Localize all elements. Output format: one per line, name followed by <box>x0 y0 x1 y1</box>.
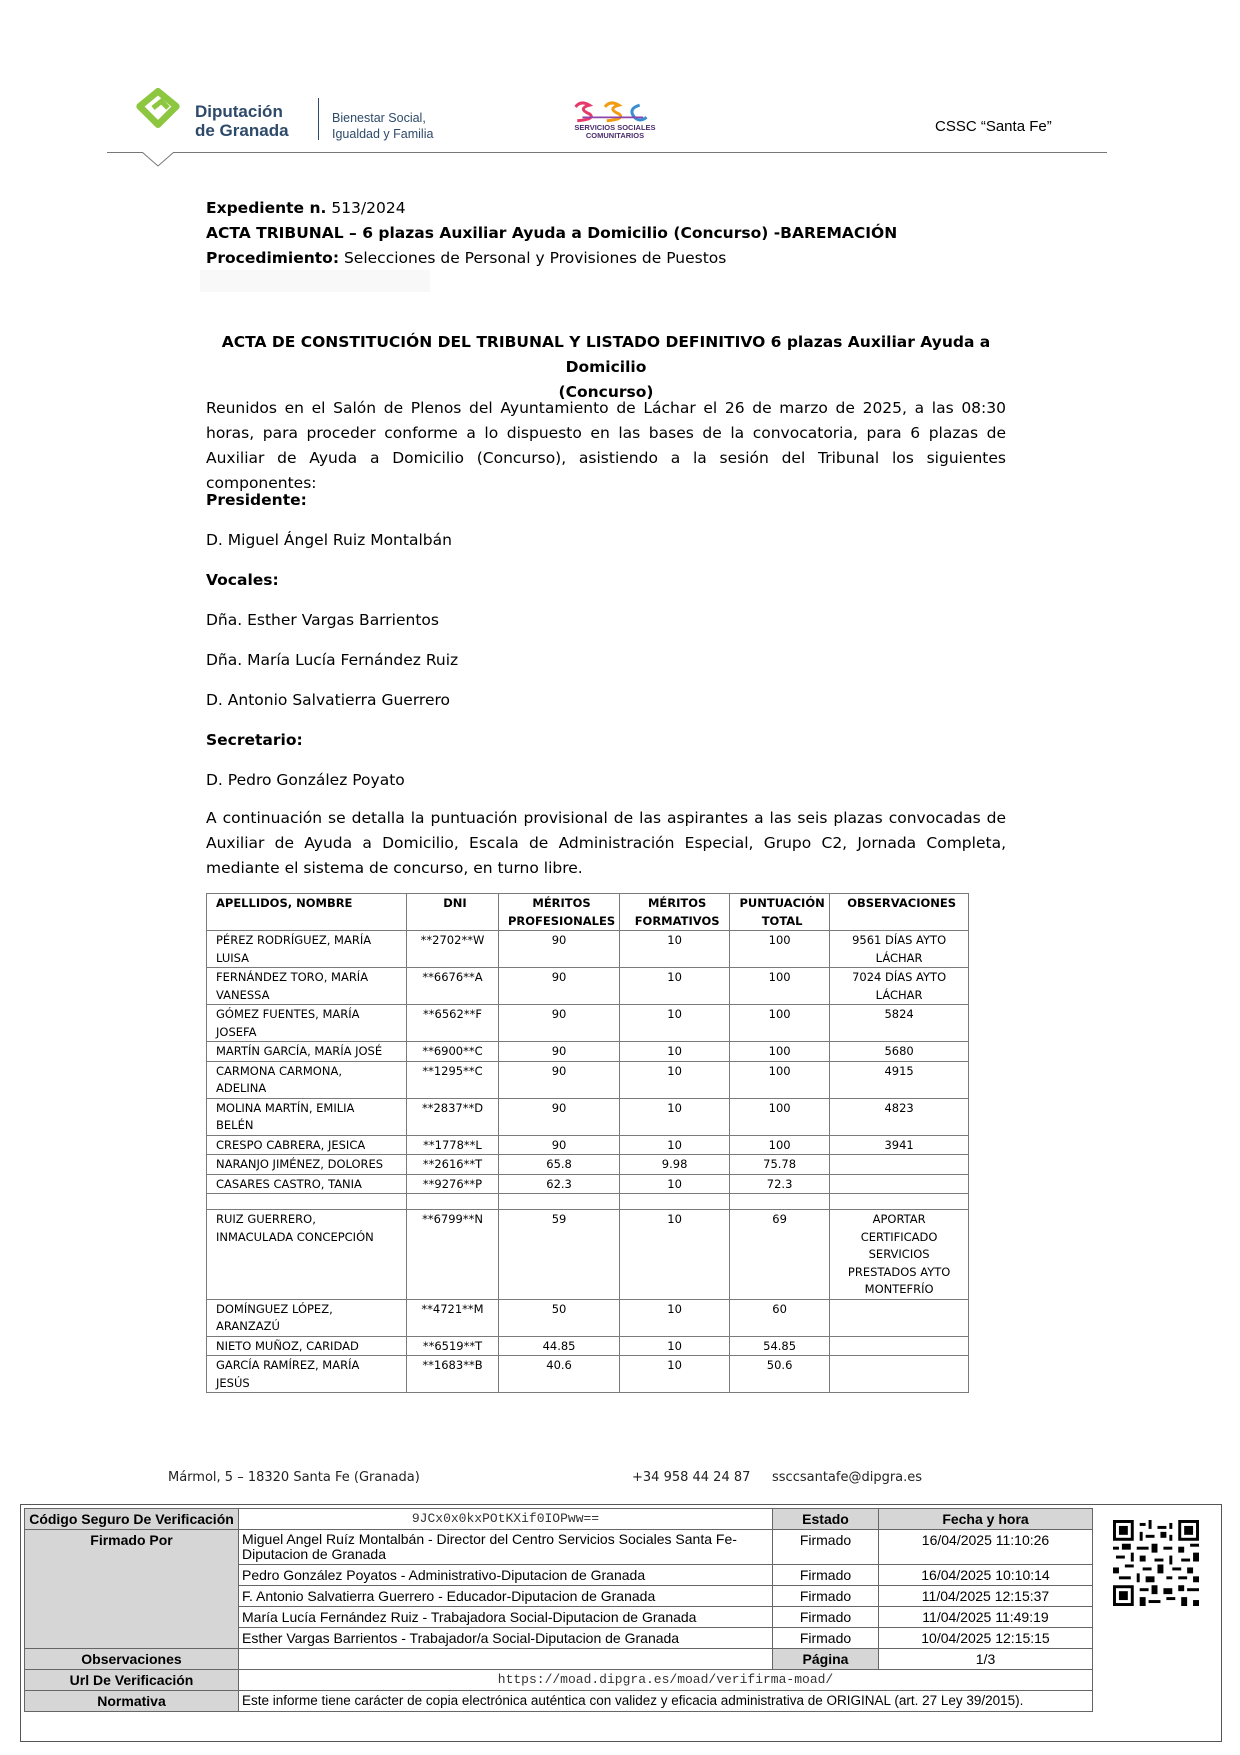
cell-obs <box>830 1299 969 1336</box>
cell-prof: 90 <box>499 1098 620 1135</box>
footer-address: Mármol, 5 – 18320 Santa Fe (Granada) <box>168 1470 420 1485</box>
estado-label: Estado <box>773 1509 879 1530</box>
expediente-block <box>206 196 897 271</box>
cell-form: 10 <box>620 1336 730 1356</box>
org-name-line1: Diputación <box>195 102 283 121</box>
cell-empty <box>207 1194 407 1210</box>
cell-obs: 4823 <box>830 1098 969 1135</box>
cell-obs: 5680 <box>830 1042 969 1062</box>
table-row <box>207 1356 969 1393</box>
presidente-name: D. Miguel Ángel Ruiz Montalbán <box>206 531 452 549</box>
header-notch-icon <box>140 152 176 168</box>
cell-obs: 3941 <box>830 1135 969 1155</box>
signer-fecha: 11/04/2025 11:49:19 <box>879 1607 1093 1628</box>
cell-obs <box>830 1336 969 1356</box>
center-name: CSSC “Santa Fe” <box>935 118 1052 135</box>
col-header-total: PUNTUACIÓN TOTAL <box>730 894 830 931</box>
cell-total: 100 <box>730 1135 830 1155</box>
header-rule <box>107 152 1107 153</box>
table-row <box>207 1005 969 1042</box>
cell-form: 10 <box>620 931 730 968</box>
cell-total: 72.3 <box>730 1174 830 1194</box>
org-subtitle-line1: Bienestar Social, <box>332 111 426 125</box>
table-row <box>207 1061 969 1098</box>
signer-fecha: 10/04/2025 12:15:15 <box>879 1628 1093 1649</box>
cell-prof: 90 <box>499 1042 620 1062</box>
cell-prof: 40.6 <box>499 1356 620 1393</box>
cell-name: FERNÁNDEZ TORO, MARÍA VANESSA <box>207 968 407 1005</box>
cell-dni: **2702**W <box>407 931 499 968</box>
cell-obs: 9561 DÍAS AYTO LÁCHAR <box>830 931 969 968</box>
cell-name: CASARES CASTRO, TANIA <box>207 1174 407 1194</box>
signature-table <box>24 1508 1093 1712</box>
table-row <box>207 1042 969 1062</box>
cell-form: 10 <box>620 1174 730 1194</box>
signer-estado: Firmado <box>773 1565 879 1586</box>
cell-total: 60 <box>730 1299 830 1336</box>
cell-prof: 90 <box>499 1135 620 1155</box>
cell-form: 10 <box>620 1210 730 1300</box>
cell-dni: **1295**C <box>407 1061 499 1098</box>
signer-estado: Firmado <box>773 1607 879 1628</box>
cell-name: DOMÍNGUEZ LÓPEZ, ARANZAZÚ <box>207 1299 407 1336</box>
cell-prof: 65.8 <box>499 1155 620 1175</box>
col-header-prof: MÉRITOS PROFESIONALES <box>499 894 620 931</box>
cell-name: CRESPO CABRERA, JESICA <box>207 1135 407 1155</box>
cell-dni: **6900**C <box>407 1042 499 1062</box>
cell-form: 10 <box>620 1061 730 1098</box>
procedimiento-label: Procedimiento: <box>206 249 340 267</box>
cell-form: 10 <box>620 1299 730 1336</box>
signer-estado: Firmado <box>773 1586 879 1607</box>
cell-dni: **6676**A <box>407 968 499 1005</box>
org-subtitle <box>332 110 433 142</box>
cell-dni: **2616**T <box>407 1155 499 1175</box>
cell-total: 100 <box>730 1061 830 1098</box>
cell-obs <box>830 1174 969 1194</box>
cell-form: 10 <box>620 968 730 1005</box>
verification-url[interactable]: https://moad.dipgra.es/moad/verifirma-moad/ <box>239 1670 1093 1691</box>
vocal-name: Dña. María Lucía Fernández Ruiz <box>206 651 459 669</box>
cell-empty <box>830 1194 969 1210</box>
col-header-dni: DNI <box>407 894 499 931</box>
cell-name: PÉREZ RODRÍGUEZ, MARÍA LUISA <box>207 931 407 968</box>
normativa-text: Este informe tiene carácter de copia electrónica auténtica con validez y eficacia administrativa de ORIGINAL (art. 27 Ley 39/2015). <box>239 1691 1093 1712</box>
sscs-line2: COMUNITARIOS <box>585 131 645 140</box>
sscs-line1: SERVICIOS SOCIALES <box>574 123 656 132</box>
org-subtitle-line2: Igualdad y Familia <box>332 127 434 141</box>
table-header-row <box>207 894 969 931</box>
table-row <box>207 1299 969 1336</box>
cell-obs <box>830 1155 969 1175</box>
observaciones-label: Observaciones <box>25 1649 239 1670</box>
cell-total: 50.6 <box>730 1356 830 1393</box>
secretario-label: Secretario: <box>206 731 303 749</box>
continuation-paragraph: A continuación se detalla la puntuación provisional de las aspirantes a las seis plazas convocadas de Auxiliar de Ayuda a Domicilio, Escala de Administración Especial, Grupo C2, Jornada Completa, mediante el sistema de concurso, en turno libre. <box>206 809 1006 877</box>
signer-fecha: 16/04/2025 11:10:26 <box>879 1530 1093 1565</box>
signer-name: María Lucía Fernández Ruiz - Trabajadora Social-Diputacion de Granada <box>239 1607 773 1628</box>
cell-form: 9.98 <box>620 1155 730 1175</box>
pagina-value: 1/3 <box>879 1649 1093 1670</box>
csv-code: 9JCx0x0kxPOtKXif0IOPww== <box>239 1509 773 1530</box>
cell-empty <box>407 1194 499 1210</box>
cell-dni: **4721**M <box>407 1299 499 1336</box>
cell-prof: 90 <box>499 968 620 1005</box>
cell-empty <box>620 1194 730 1210</box>
observaciones-value <box>239 1649 773 1670</box>
vocal-name: Dña. Esther Vargas Barrientos <box>206 611 439 629</box>
footer-email: ssccsantafe@dipgra.es <box>772 1470 923 1485</box>
cell-form: 10 <box>620 1005 730 1042</box>
pagina-label: Página <box>773 1649 879 1670</box>
table-row <box>207 931 969 968</box>
cell-prof: 90 <box>499 931 620 968</box>
org-name-line2: de Granada <box>195 121 289 140</box>
org-name <box>195 102 289 140</box>
vocales-label: Vocales: <box>206 571 279 589</box>
results-table <box>206 893 969 1393</box>
cell-name: RUIZ GUERRERO, INMACULADA CONCEPCIÓN <box>207 1210 407 1300</box>
table-row <box>207 968 969 1005</box>
table-row <box>207 1098 969 1135</box>
signer-name: Miguel Angel Ruíz Montalbán - Director del Centro Servicios Sociales Santa Fe- Diputacion de Granada <box>239 1530 773 1565</box>
cell-prof: 44.85 <box>499 1336 620 1356</box>
cell-prof: 50 <box>499 1299 620 1336</box>
cell-name: NIETO MUÑOZ, CARIDAD <box>207 1336 407 1356</box>
cell-total: 54.85 <box>730 1336 830 1356</box>
signer-estado: Firmado <box>773 1530 879 1565</box>
table-row <box>207 1174 969 1194</box>
cell-dni: **6562**F <box>407 1005 499 1042</box>
signer-fecha: 16/04/2025 10:10:14 <box>879 1565 1093 1586</box>
cell-name: GÓMEZ FUENTES, MARÍA JOSEFA <box>207 1005 407 1042</box>
cell-form: 10 <box>620 1098 730 1135</box>
procedimiento-value: Selecciones de Personal y Provisiones de Puestos <box>343 249 727 267</box>
cell-total: 100 <box>730 1005 830 1042</box>
cell-dni: **6519**T <box>407 1336 499 1356</box>
signer-name: Esther Vargas Barrientos - Trabajador/a Social-Diputacion de Granada <box>239 1628 773 1649</box>
cell-prof: 62.3 <box>499 1174 620 1194</box>
footer-phone: +34 958 44 24 87 <box>632 1470 751 1485</box>
cell-dni: **1683**B <box>407 1356 499 1393</box>
qr-code-icon[interactable] <box>1113 1520 1199 1606</box>
signer-estado: Firmado <box>773 1628 879 1649</box>
cell-prof: 90 <box>499 1005 620 1042</box>
diputacion-logo-icon <box>128 88 188 138</box>
vocal-name: D. Antonio Salvatierra Guerrero <box>206 691 451 709</box>
signer-name: Pedro González Poyatos - Administrativo-Diputacion de Granada <box>239 1565 773 1586</box>
cell-name: MOLINA MARTÍN, EMILIA BELÉN <box>207 1098 407 1135</box>
document-title-line1: ACTA DE CONSTITUCIÓN DEL TRIBUNAL Y LISTADO DEFINITIVO 6 plazas Auxiliar Ayuda a Domicilio <box>221 333 991 376</box>
cell-obs: 5824 <box>830 1005 969 1042</box>
col-header-name: APELLIDOS, NOMBRE <box>207 894 407 931</box>
presidente-label: Presidente: <box>206 491 307 509</box>
col-header-form: MÉRITOS FORMATIVOS <box>620 894 730 931</box>
expediente-label: Expediente n. <box>206 199 327 217</box>
cell-name: NARANJO JIMÉNEZ, DOLORES <box>207 1155 407 1175</box>
cell-dni: **6799**N <box>407 1210 499 1300</box>
cell-dni: **1778**L <box>407 1135 499 1155</box>
cell-total: 75.78 <box>730 1155 830 1175</box>
cell-total: 100 <box>730 1098 830 1135</box>
url-label: Url De Verificación <box>25 1670 239 1691</box>
cell-obs <box>830 1356 969 1393</box>
cell-prof: 90 <box>499 1061 620 1098</box>
document-title-line2: (Concurso) <box>558 383 654 401</box>
cell-name: GARCÍA RAMÍREZ, MARÍA JESÚS <box>207 1356 407 1393</box>
logo-divider <box>318 98 319 140</box>
cell-empty <box>499 1194 620 1210</box>
cell-dni: **9276**P <box>407 1174 499 1194</box>
fecha-label: Fecha y hora <box>879 1509 1093 1530</box>
cell-name: MARTÍN GARCÍA, MARÍA JOSÉ <box>207 1042 407 1062</box>
cell-obs: APORTAR CERTIFICADO SERVICIOS PRESTADOS AYTO MONTEFRÍO <box>830 1210 969 1300</box>
table-row <box>207 1336 969 1356</box>
redacted-area <box>200 270 430 292</box>
cell-form: 10 <box>620 1135 730 1155</box>
cell-name: CARMONA CARMONA, ADELINA <box>207 1061 407 1098</box>
table-row <box>207 1210 969 1300</box>
cell-total: 100 <box>730 968 830 1005</box>
cell-form: 10 <box>620 1042 730 1062</box>
cell-total: 100 <box>730 1042 830 1062</box>
table-row <box>207 1135 969 1155</box>
cell-dni: **2837**D <box>407 1098 499 1135</box>
signer-name: F. Antonio Salvatierra Guerrero - Educador-Diputacion de Granada <box>239 1586 773 1607</box>
csv-label: Código Seguro De Verificación <box>25 1509 239 1530</box>
col-header-obs: OBSERVACIONES <box>830 894 969 931</box>
table-row <box>207 1155 969 1175</box>
firmado-label: Firmado Por <box>25 1530 239 1649</box>
document-title <box>206 330 1006 405</box>
cell-total: 69 <box>730 1210 830 1300</box>
acta-title: ACTA TRIBUNAL – 6 plazas Auxiliar Ayuda a Domicilio (Concurso) -BAREMACIÓN <box>206 224 898 242</box>
cell-empty <box>730 1194 830 1210</box>
cell-obs: 7024 DÍAS AYTO LÁCHAR <box>830 968 969 1005</box>
secretario-name: D. Pedro González Poyato <box>206 771 405 789</box>
expediente-number: 513/2024 <box>331 199 406 217</box>
cell-prof: 59 <box>499 1210 620 1300</box>
cell-total: 100 <box>730 931 830 968</box>
cell-obs: 4915 <box>830 1061 969 1098</box>
table-spacer-row <box>207 1194 969 1210</box>
intro-paragraph: Reunidos en el Salón de Plenos del Ayuntamiento de Láchar el 26 de marzo de 2025, a las 08:30 horas, para proceder conforme a lo dispuesto en las bases de la convocatoria, para 6 plazas de Auxiliar de Ayuda a Domicilio (Concurso), asistiendo a la sesión del Tribunal los siguientes componentes: <box>206 399 1006 492</box>
signer-fecha: 11/04/2025 12:15:37 <box>879 1586 1093 1607</box>
cell-form: 10 <box>620 1356 730 1393</box>
sscs-text <box>560 124 670 140</box>
normativa-label: Normativa <box>25 1691 239 1712</box>
